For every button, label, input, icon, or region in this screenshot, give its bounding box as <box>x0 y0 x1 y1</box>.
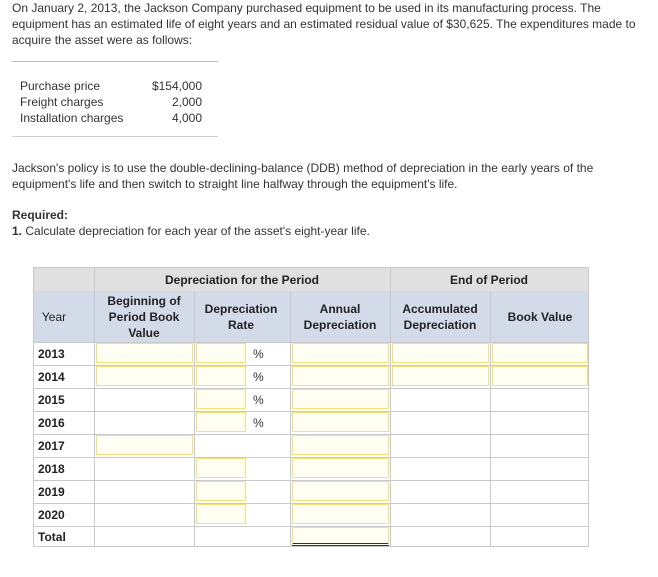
cost-label: Freight charges <box>20 95 104 109</box>
table-row <box>34 457 588 480</box>
year-label: 2014 <box>38 370 65 384</box>
depreciation-rate-input[interactable] <box>196 343 246 363</box>
annual-depreciation-input[interactable] <box>292 504 389 524</box>
cost-value: 4,000 <box>171 111 202 125</box>
percent-sign: % <box>253 416 264 430</box>
cost-row-purchase <box>20 78 216 94</box>
depreciation-rate-input[interactable] <box>196 458 246 478</box>
table-group-header-row <box>34 268 588 292</box>
total-annual-depreciation-input[interactable] <box>292 527 389 546</box>
cost-value: $154,000 <box>151 79 202 93</box>
depreciation-table <box>33 267 589 547</box>
depreciation-rate-input[interactable] <box>196 504 246 524</box>
required-section <box>12 207 370 239</box>
percent-sign: % <box>253 393 264 407</box>
beginning-book-value-input[interactable] <box>96 435 193 455</box>
cost-value: 2,000 <box>171 95 202 109</box>
required-text: Calculate depreciation for each year of the asset's eight-year life. <box>25 224 370 238</box>
cost-row-installation <box>20 110 216 126</box>
annual-depreciation-input[interactable] <box>292 343 389 363</box>
col-header-year: Year <box>41 310 67 324</box>
table-total-row <box>34 526 588 546</box>
percent-sign: % <box>253 347 264 361</box>
annual-depreciation-input[interactable] <box>292 435 389 455</box>
table-row <box>34 365 588 388</box>
depreciation-rate-input[interactable] <box>196 412 246 432</box>
col-header-book-value: Book Value <box>507 310 573 324</box>
cost-summary-box <box>12 61 218 137</box>
intro-paragraph: On January 2, 2013, the Jackson Company purchased equipment to be used in its manufacturing process. The equipment has an estimated life of eight years and an estimated residual value of $30,625. The expenditures made to acquire the asset were as follows: <box>12 1 636 47</box>
table-row <box>34 503 588 526</box>
year-label: 2017 <box>38 439 65 453</box>
table-row <box>34 434 588 457</box>
cost-label: Installation charges <box>20 111 124 125</box>
annual-depreciation-input[interactable] <box>292 481 389 501</box>
year-label: 2013 <box>38 347 65 361</box>
total-label: Total <box>38 530 66 544</box>
year-label: 2019 <box>38 485 65 499</box>
depreciation-rate-input[interactable] <box>196 366 246 386</box>
annual-depreciation-input[interactable] <box>292 458 389 478</box>
policy-paragraph: Jackson's policy is to use the double-declining-balance (DDB) method of depreciation in the early years of the equipment's life and then switch to straight line halfway through the equipment's life. <box>12 161 594 191</box>
year-label: 2016 <box>38 416 65 430</box>
annual-depreciation-input[interactable] <box>292 366 389 386</box>
table-row <box>34 342 588 365</box>
beginning-book-value-input[interactable] <box>96 343 193 363</box>
required-item <box>12 223 370 239</box>
table-row <box>34 480 588 503</box>
required-number: 1. <box>12 224 23 238</box>
table-row <box>34 388 588 411</box>
beginning-book-value-input[interactable] <box>96 366 193 386</box>
table-column-header-row <box>34 291 588 343</box>
annual-depreciation-input[interactable] <box>292 389 389 409</box>
table-row <box>34 411 588 434</box>
depreciation-rate-input[interactable] <box>196 389 246 409</box>
required-heading: Required: <box>12 208 69 222</box>
depreciation-rate-input[interactable] <box>196 481 246 501</box>
year-label: 2018 <box>38 462 65 476</box>
year-label: 2015 <box>38 393 65 407</box>
book-value-input[interactable] <box>492 343 588 363</box>
col-header-annual-depreciation: Annual Depreciation <box>303 302 377 332</box>
annual-depreciation-input[interactable] <box>292 412 389 432</box>
col-header-accumulated-depreciation: Accumulated Depreciation <box>402 302 478 332</box>
col-header-depreciation-rate: Depreciation Rate <box>204 302 278 332</box>
percent-sign: % <box>253 370 264 384</box>
book-value-input[interactable] <box>492 366 588 386</box>
cost-row-freight <box>20 94 216 110</box>
col-header-beginning-book-value: Beginning of Period Book Value <box>107 294 181 340</box>
accumulated-depreciation-input[interactable] <box>392 366 489 386</box>
group-header-period: Depreciation for the Period <box>164 273 320 287</box>
accumulated-depreciation-input[interactable] <box>392 343 489 363</box>
year-label: 2020 <box>38 508 65 522</box>
cost-label: Purchase price <box>20 79 101 93</box>
group-header-end: End of Period <box>450 273 528 287</box>
